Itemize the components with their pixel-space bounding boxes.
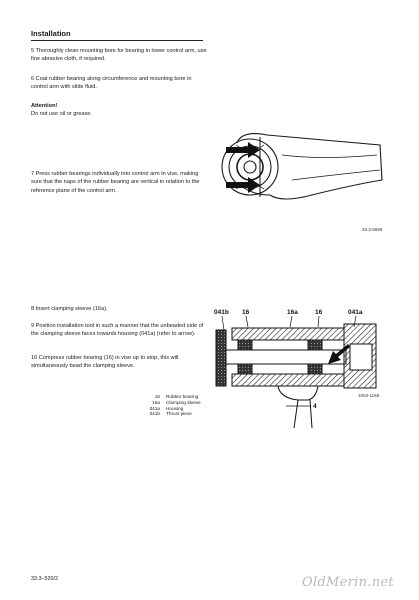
- heading-rule: [31, 40, 203, 41]
- callout-041a: 041a: [348, 309, 363, 316]
- page-reference: 33.3–520/2: [31, 576, 58, 582]
- callout-16a: 16a: [287, 309, 298, 316]
- legend-row: 16 Rubber bearing: [154, 394, 199, 399]
- attention-text: Do not use oil or grease.: [31, 111, 92, 117]
- step-9: 9 Position installation tool in such a manner that the unbeaded side of the clamping sleeve faces towards housing (041a) (refer to arrow).: [31, 323, 204, 338]
- step-10: 10 Compress rubber bearing (16) in vise up to stop, this will simultaneously bead the clamping sleeve.: [31, 355, 179, 370]
- step-5: 5 Thoroughly clean mounting bore for bearing in lower control arm, use fine abrasive cloth, if required.: [31, 48, 207, 63]
- legend-row: 041a Housing: [149, 405, 184, 411]
- figure-legend: [140, 394, 201, 417]
- section-heading: Installation: [31, 29, 71, 38]
- attention-title: Attention!: [31, 103, 58, 109]
- callout-4: 4: [313, 403, 317, 410]
- legend-row: 16a Clamping sleeve: [152, 399, 201, 405]
- figure2-ref: 1003-1158: [358, 393, 380, 398]
- step-8: 8 Insert clamping sleeve (16a).: [31, 306, 108, 312]
- step-6: 6 Coat rubber bearing along circumference and mounting bore in control arm with slide fluid.: [31, 76, 192, 91]
- figure-installation-tool: [208, 300, 388, 430]
- callout-041b: 041b: [214, 309, 229, 316]
- figure1-ref: 33.3-5696: [362, 227, 383, 232]
- figure-control-arm: [212, 125, 392, 235]
- callout-16-left: 16: [242, 309, 250, 316]
- watermark-logo: OldMerin.net: [302, 575, 394, 590]
- step-7: 7 Press rubber bearings individually into control arm in vise, making sure that the naps of the rubber bearing are vertical in relation to the reference plane of the control arm.: [31, 171, 200, 194]
- legend-row: 041b Thrust piece: [149, 411, 192, 417]
- callout-16-right: 16: [315, 309, 323, 316]
